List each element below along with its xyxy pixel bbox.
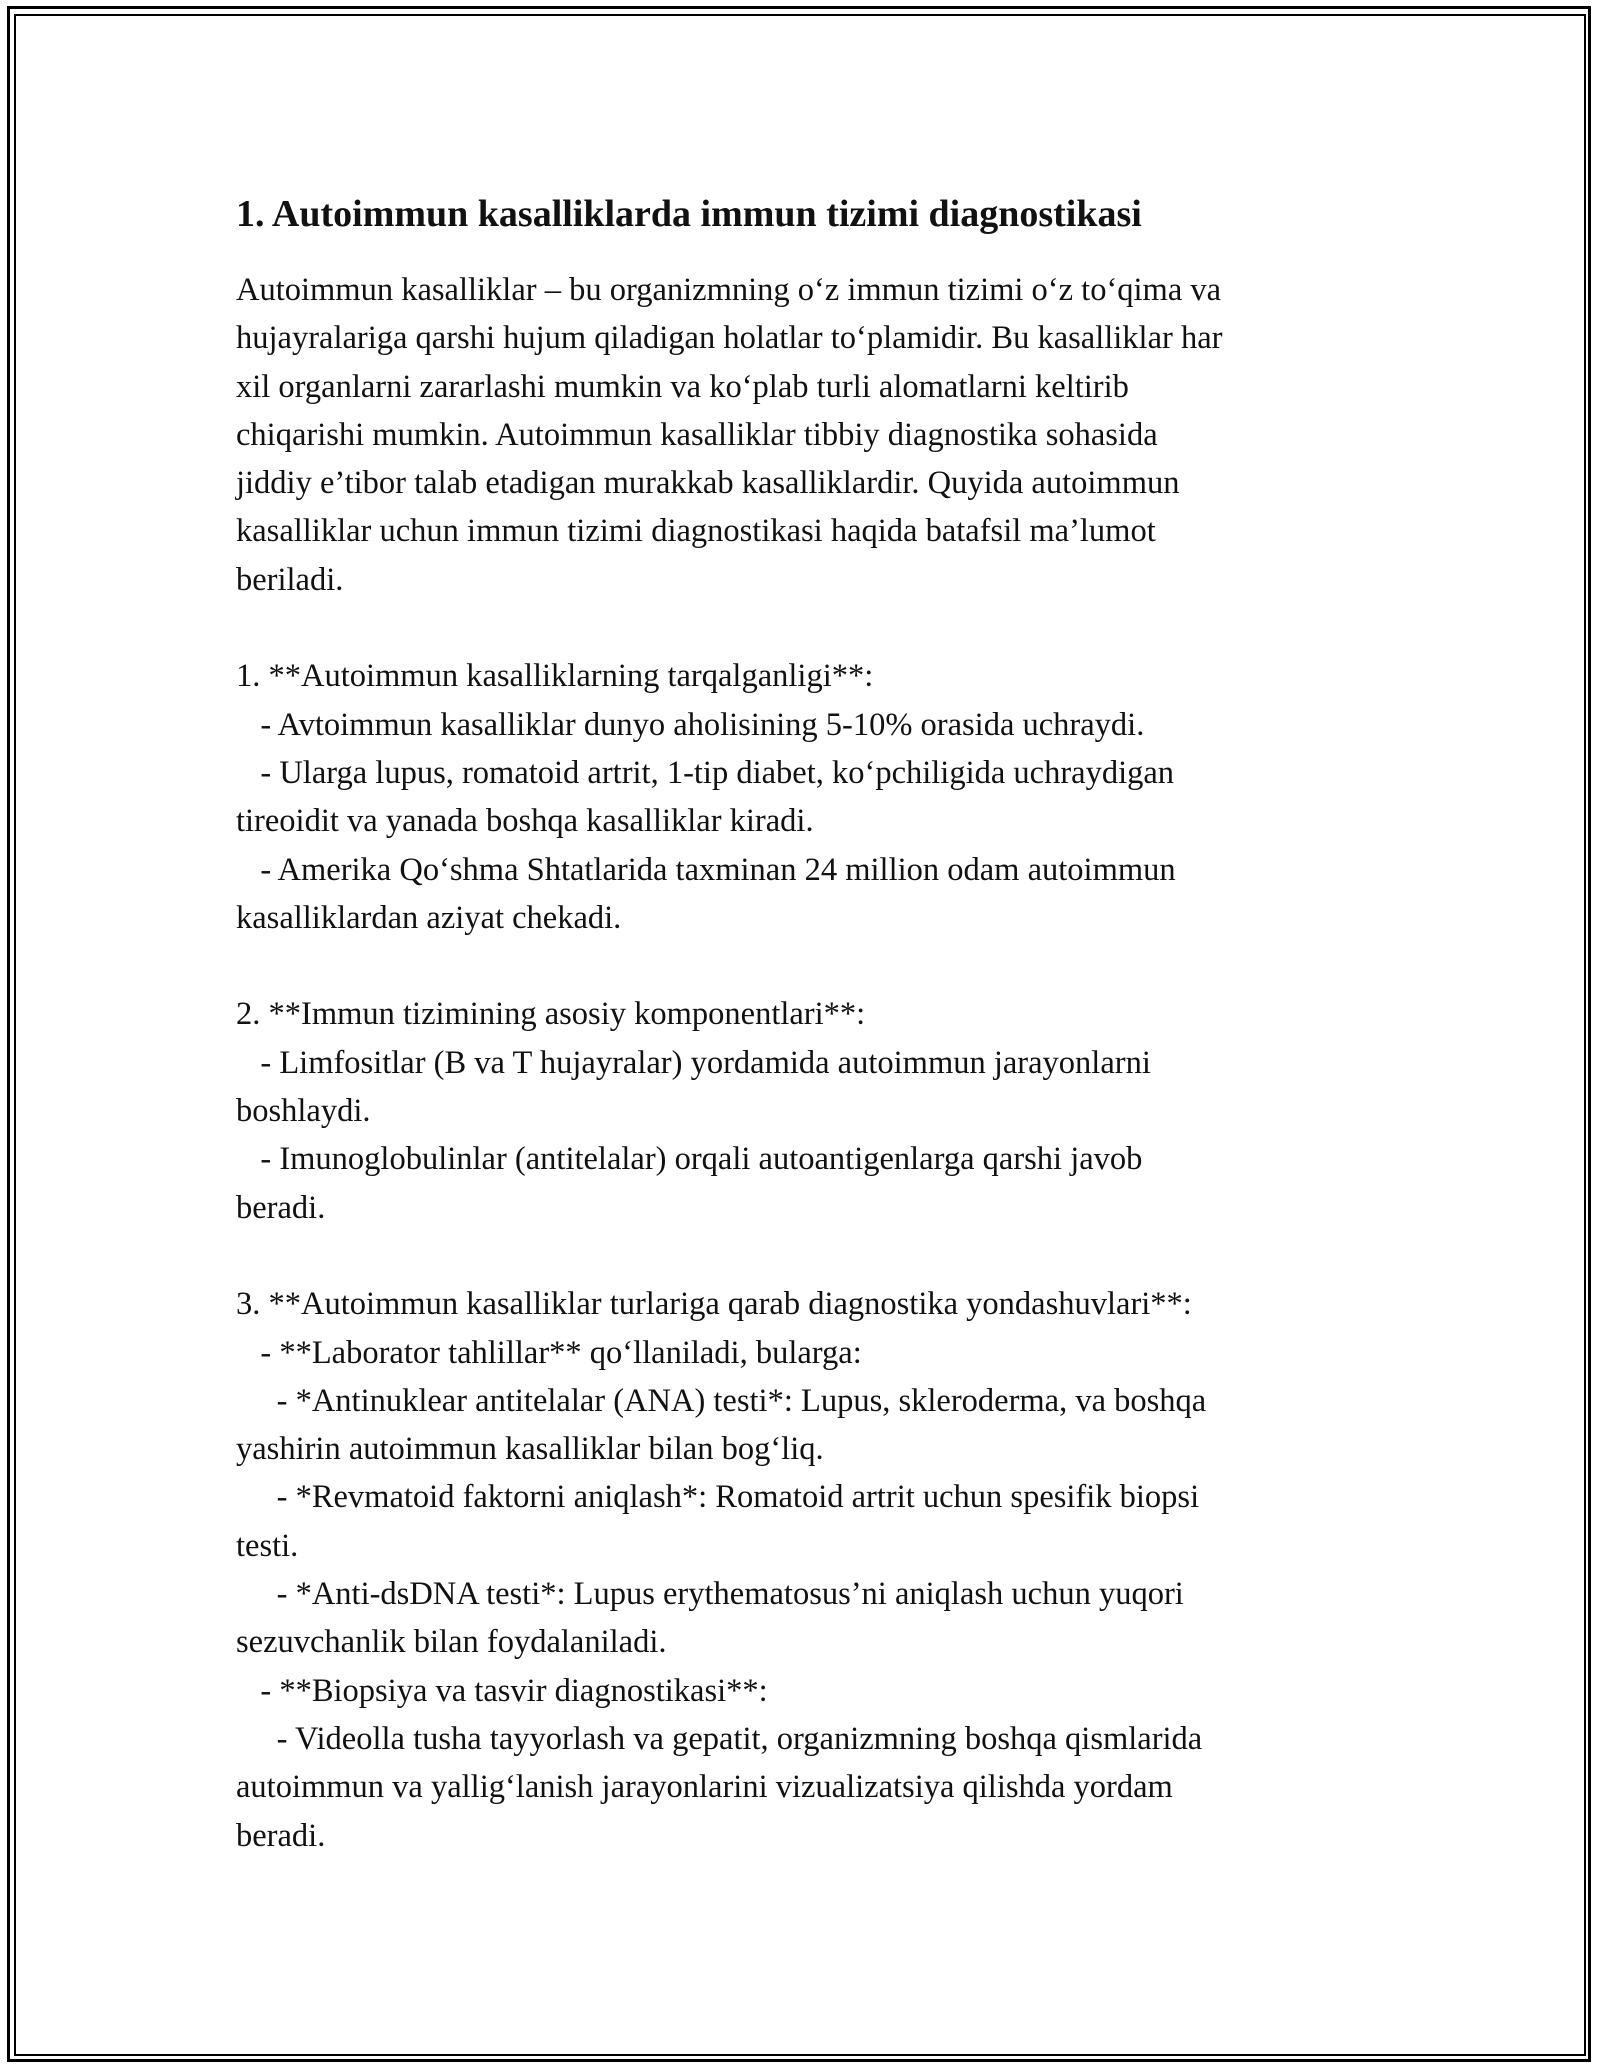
- text-line: sezuvchanlik bilan foydalaniladi.: [236, 1624, 667, 1661]
- text-line: kasalliklar uchun immun tizimi diagnostikasi haqida batafsil ma’lumot: [236, 513, 1156, 550]
- text-line: 1. **Autoimmun kasalliklarning tarqalganligi**:: [236, 658, 874, 695]
- text-line: 2. **Immun tizimining asosiy komponentlari**:: [236, 996, 866, 1033]
- blank-line: [236, 604, 1366, 652]
- text-line: chiqarishi mumkin. Autoimmun kasalliklar tibbiy diagnostika sohasida: [236, 416, 1158, 453]
- text-line: testi.: [236, 1527, 299, 1564]
- document-body: [236, 266, 1366, 1860]
- text-line: 3. **Autoimmun kasalliklar turlariga qarab diagnostika yondashuvlari**:: [236, 1286, 1192, 1323]
- text-line: - *Antinuklear antitelalar (ANA) testi*: Lupus, skleroderma, va boshqa: [236, 1382, 1207, 1419]
- text-line: beradi.: [236, 1189, 326, 1226]
- document-content: [236, 186, 1366, 1860]
- document-title: 1. Autoimmun kasalliklarda immun tizimi diagnostikasi: [236, 193, 1142, 235]
- text-line: xil organlarni zararlashi mumkin va ko‘plab turli alomatlarni keltirib: [236, 368, 1129, 405]
- text-line: Autoimmun kasalliklar – bu organizmning o‘z immun tizimi o‘z to‘qima va: [236, 272, 1222, 308]
- text-line: boshlaydi.: [236, 1093, 371, 1130]
- text-line: - *Revmatoid faktorni aniqlash*: Romatoid artrit uchun spesifik biopsi: [236, 1479, 1200, 1516]
- text-line: - Videolla tusha tayyorlash va gepatit, organizmning boshqa qismlarida: [236, 1720, 1203, 1757]
- text-line: - Limfositlar (B va T hujayralar) yordamida autoimmun jarayonlarni: [236, 1044, 1151, 1081]
- text-line: - *Anti-dsDNA testi*: Lupus erythematosus’ni aniqlash uchun yuqori: [236, 1576, 1184, 1613]
- text-line: beradi.: [236, 1817, 326, 1854]
- text-line: yashirin autoimmun kasalliklar bilan bog‘liq.: [236, 1431, 824, 1468]
- text-line: autoimmun va yallig‘lanish jarayonlarini vizualizatsiya qilishda yordam: [236, 1769, 1173, 1806]
- text-line: - Avtoimmun kasalliklar dunyo aholisining 5-10% orasida uchraydi.: [236, 706, 1145, 743]
- text-line: hujayralariga qarshi hujum qiladigan holatlar to‘plamidir. Bu kasalliklar har: [236, 320, 1223, 357]
- text-line: - Amerika Qo‘shma Shtatlarida taxminan 24 million odam autoimmun: [236, 851, 1176, 888]
- text-line: beriladi.: [236, 561, 344, 598]
- text-line: kasalliklardan aziyat chekadi.: [236, 899, 622, 936]
- text-line: tireoidit va yanada boshqa kasalliklar kiradi.: [236, 803, 814, 840]
- blank-line: [236, 942, 1366, 990]
- text-line: - **Biopsiya va tasvir diagnostikasi**:: [236, 1672, 768, 1709]
- blank-line: [236, 1232, 1366, 1280]
- text-line: jiddiy e’tibor talab etadigan murakkab kasalliklardir. Quyida autoimmun: [236, 465, 1180, 502]
- text-line: - Ularga lupus, romatoid artrit, 1-tip diabet, ko‘pchiligida uchraydigan: [236, 754, 1175, 791]
- text-line: - Imunoglobulinlar (antitelalar) orqali autoantigenlarga qarshi javob: [236, 1141, 1143, 1178]
- text-line: - **Laborator tahlillar** qo‘llaniladi, bularga:: [236, 1334, 862, 1371]
